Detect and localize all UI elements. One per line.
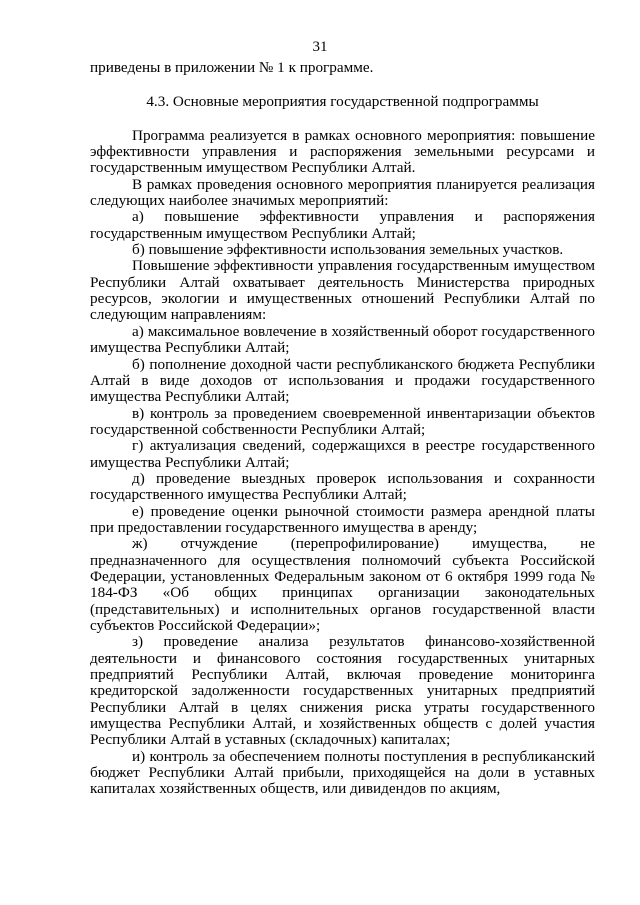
list-item: б) пополнение доходной части республиканского бюджета Республики Алтай в виде доходов от использования и продажи государственного имущества Республики Алтай; — [90, 355, 595, 406]
paragraph: Повышение эффективности управления государственным имуществом Республики Алтай охватывает деятельность Министерства природных ресурсов, экологии и имущественных отношений Республики Алтай по следующим направлениям: — [90, 257, 595, 324]
list-item: г) актуализация сведений, содержащихся в реестре государственного имущества Республики Алтай; — [90, 437, 595, 471]
paragraph: В рамках проведения основного мероприятия планируется реализация следующих наиболее значимых мероприятий: — [90, 175, 595, 210]
list-item: ж) отчуждение (перепрофилирование) имущества, не предназначенного для осуществления полномочий субъекта Российской Федерации, установленных Федеральным законом от 6 октября 1999 года № 184-ФЗ «Об общих принципах организации законодательных (представительных) и исполнительных органов государственной власти субъектов Российской Федерации»; — [90, 535, 595, 634]
list-item: а) повышение эффективности управления и распоряжения государственным имуществом Республики Алтай; — [90, 208, 595, 242]
list-item: д) проведение выездных проверок использования и сохранности государственного имущества Республики Алтай; — [90, 469, 595, 504]
page-number: 31 — [312, 39, 328, 55]
list-item: е) проведение оценки рыночной стоимости размера арендной платы при предоставлении государственного имущества в аренду; — [90, 502, 595, 536]
paragraph: Программа реализуется в рамках основного мероприятия: повышение эффективности управления и распоряжения земельными ресурсами и государственным имуществом Республики Алтай. — [90, 126, 595, 177]
list-item: в) контроль за проведением своевременной инвентаризации объектов государственной собственности Республики Алтай; — [90, 404, 595, 438]
list-item: з) проведение анализа результатов финансово-хозяйственной деятельности и финансового состояния государственных унитарных предприятий Республики Алтай, включая проведение мониторинга кредиторской задолженности государственных унитарных предприятий Республики Алтай в целях снижения риска утраты государственного имущества Республики Алтай, и хозяйственных обществ с долей участия Республики Алтай в уставных (складочных) капиталах; — [90, 633, 595, 749]
list-item: а) максимальное вовлечение в хозяйственный оборот государственного имущества Республики Алтай; — [90, 322, 595, 357]
continuation-line: приведены в приложении № 1 к программе. — [90, 59, 374, 76]
list-item: б) повышение эффективности использования земельных участков. — [132, 241, 564, 259]
section-heading: 4.3. Основные мероприятия государственной подпрограммы — [146, 93, 539, 111]
document-body — [90, 60, 595, 798]
list-item: и) контроль за обеспечением полноты поступления в республиканский бюджет Республики Алтай прибыли, приходящейся на доли в уставных капиталах хозяйственных обществ, или дивидендов по акциям, — [90, 747, 595, 798]
